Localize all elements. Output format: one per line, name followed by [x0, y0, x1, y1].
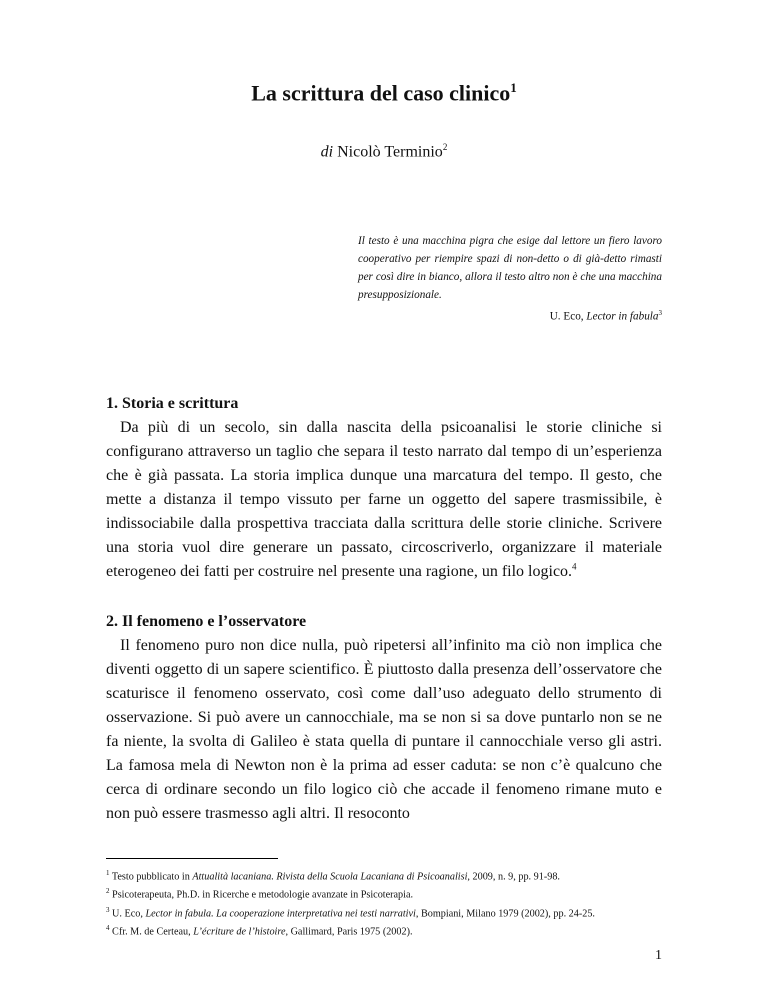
- footnote-italic: Lector in fabula. La cooperazione interpretativa nei testi narrativi: [145, 908, 416, 920]
- author-note-ref[interactable]: 2: [442, 142, 448, 152]
- footnote-number: 4: [106, 924, 110, 933]
- epigraph-source: [358, 304, 662, 326]
- footnote-number: 1: [106, 869, 110, 877]
- footnote-italic: Attualità lacaniana. Rivista della Scuola Lacaniana di Psicoanalisi: [192, 871, 468, 883]
- paragraph-text: Il fenomeno puro non dice nulla, può ripetersi all’infinito ma ciò non implica che diventi oggetto di un sapere scientifico. È piuttosto dalla presenza dell’osservatore che scaturisce il fenomeno osservato, così come dall’uso adeguato dello strumento di osservazione. Si può avere un cannocchiale, ma se non si sa dove puntarlo non se ne fa niente, la svolta di Galileo è stata quella di puntare il cannocchiale verso gli astri. La famosa mela di Newton non è la prima ad esser caduta: se non c’è qualcuno che cerca di ordinare secondo un filo logico ciò che accade il fenomeno rimane muto e non può essere trasmesso agli altri. Il resoconto: [106, 637, 662, 822]
- byline: [0, 142, 768, 161]
- footnote: [106, 884, 666, 902]
- footnote-number: 3: [106, 905, 110, 914]
- paragraph-text: Da più di un secolo, sin dalla nascita della psicoanalisi le storie cliniche si configurano attraverso un taglio che separa il testo narrato dal tempo di un’esperienza che è già passata. La storia implica dunque una marcatura del tempo. Il gesto, che mette a distanza il tempo vissuto per farne un oggetto del sapere trasmissibile, è indissociabile dalla prospettiva tracciata dalla scrittura delle storie cliniche. Scrivere una storia vuol dire generare un passato, circoscriverlo, organizzare il materiale eterogeneo dei fatti per costruire nel presente una ragione, un filo logico.: [106, 419, 662, 580]
- title-text: La scrittura del caso clinico: [251, 80, 511, 106]
- epigraph: [358, 232, 662, 326]
- epigraph-note-ref[interactable]: 3: [658, 309, 662, 317]
- section-storia-e-scrittura: [106, 392, 662, 584]
- section-heading: 1. Storia e scrittura: [106, 395, 239, 412]
- epigraph-source-author: U. Eco,: [549, 310, 584, 323]
- page-number: 1: [655, 948, 662, 963]
- paragraph-note-ref[interactable]: 4: [572, 561, 577, 572]
- footnote-number: 2: [106, 887, 110, 896]
- section-heading: 2. Il fenomeno e l’osservatore: [106, 613, 307, 630]
- footnote-text-end: , Gallimard, Paris 1975 (2002).: [285, 926, 413, 938]
- footnote-separator: [106, 858, 278, 859]
- footnotes: [106, 866, 666, 940]
- footnote-text: Cfr. M. de Certeau,: [112, 926, 194, 938]
- footnote: [106, 921, 666, 939]
- section-fenomeno-e-osservatore: [106, 610, 662, 826]
- footnote: [106, 903, 666, 921]
- epigraph-text: Il testo è una macchina pigra che esige dal lettore un fiero lavoro cooperativo per riempire spazi di non-detto o di già-detto rimasti per così dire in bianco, allora il testo altro non è che una macchina presupposizionale.: [358, 235, 662, 301]
- section-paragraph: [106, 634, 662, 826]
- author-name: Nicolò Terminio: [337, 143, 443, 161]
- footnote-text: U. Eco,: [112, 908, 146, 920]
- epigraph-source-title: Lector in fabula: [586, 310, 659, 323]
- section-paragraph: [106, 416, 662, 584]
- footnote-text: Testo pubblicato in: [111, 871, 193, 883]
- page-title: [0, 80, 768, 106]
- footnote-text-end: , 2009, n. 9, pp. 91-98.: [467, 871, 560, 883]
- footnote-italic: L’écriture de l’histoire: [193, 926, 286, 938]
- footnote-text-end: , Bompiani, Milano 1979 (2002), pp. 24-25.: [415, 908, 595, 920]
- byline-prefix: di: [320, 143, 334, 161]
- title-note-ref[interactable]: 1: [510, 80, 517, 95]
- footnote-text: Psicoterapeuta, Ph.D. in Ricerche e metodologie avanzate in Psicoterapia.: [112, 889, 414, 901]
- footnote: [106, 866, 666, 884]
